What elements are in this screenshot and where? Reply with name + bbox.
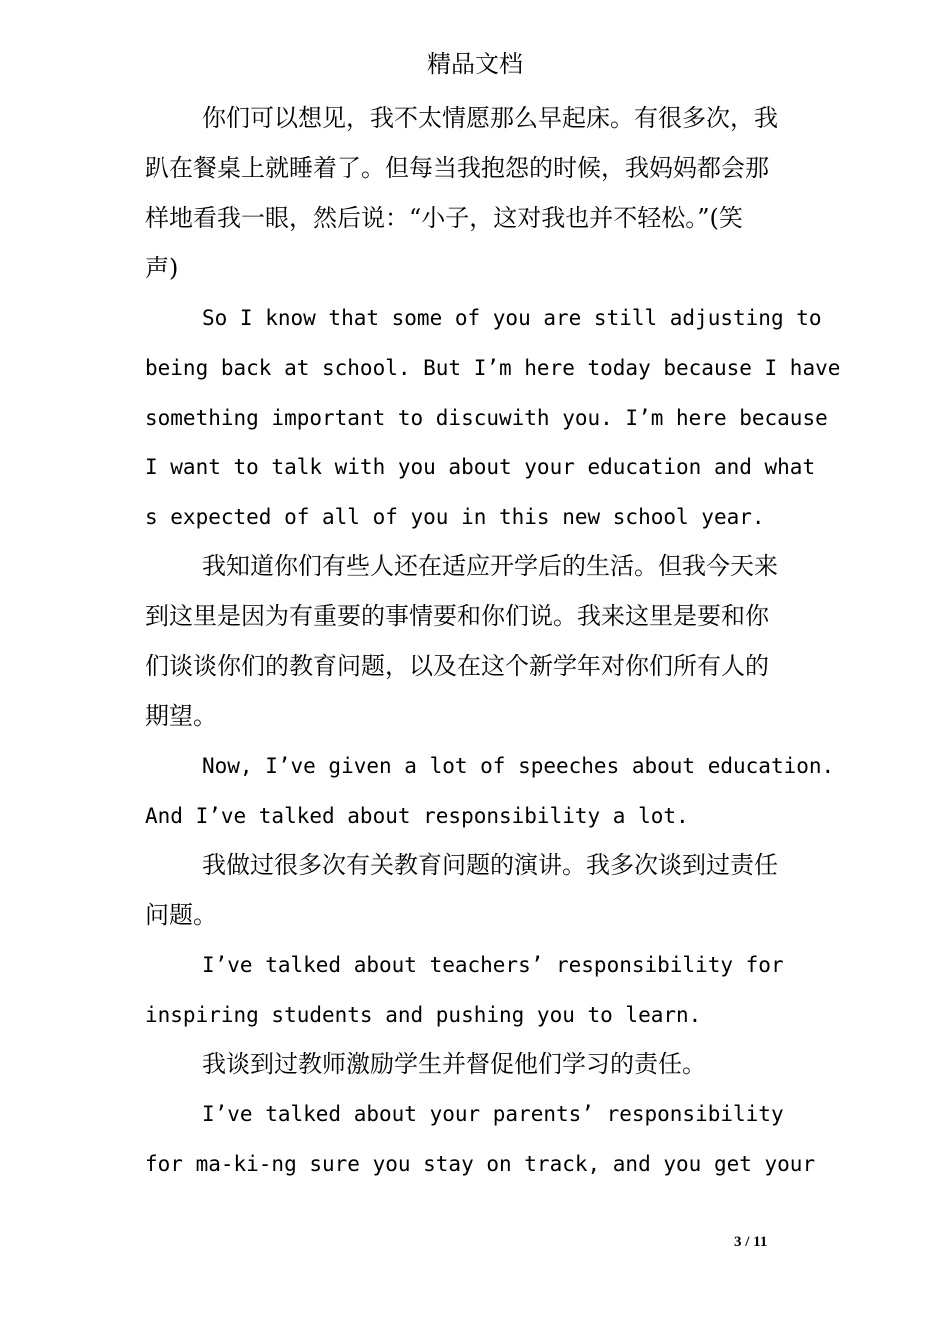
text-line: 我谈到过教师激励学生并督促他们学习的责任。 xyxy=(202,1050,706,1078)
text-line: something important to discuwith you. I’m here because xyxy=(145,406,828,430)
page-number: 3 / 11 xyxy=(734,1234,768,1250)
text-line: for ma-ki-ng sure you stay on track, and you get your xyxy=(145,1152,816,1176)
text-line: 声) xyxy=(145,254,179,282)
text-line: And I’ve talked about responsibility a lot. xyxy=(145,804,689,828)
text-line: 期望。 xyxy=(145,702,217,730)
text-line: 趴在餐桌上就睡着了。但每当我抱怨的时候，我妈妈都会那 xyxy=(145,154,769,182)
text-line: 们谈谈你们的教育问题，以及在这个新学年对你们所有人的 xyxy=(145,652,769,680)
text-line: 我做过很多次有关教育问题的演讲。我多次谈到过责任 xyxy=(202,851,778,879)
text-line: 样地看我一眼，然后说：“小子，这对我也并不轻松。”(笑 xyxy=(145,204,743,232)
page-header: 精品文档 xyxy=(427,50,523,78)
text-line: being back at school. But I’m here today because I have xyxy=(145,356,841,380)
text-line: I want to talk with you about your education and what xyxy=(145,455,816,479)
text-line: 你们可以想见，我不太情愿那么早起床。有很多次，我 xyxy=(202,104,778,132)
text-line: I’ve talked about your parents’ responsibility xyxy=(202,1102,784,1126)
text-line: Now, I’ve given a lot of speeches about education. xyxy=(202,754,835,778)
text-line: 问题。 xyxy=(145,901,217,929)
text-line: inspiring students and pushing you to learn. xyxy=(145,1003,702,1027)
text-line: 到这里是因为有重要的事情要和你们说。我来这里是要和你 xyxy=(145,602,769,630)
text-line: 我知道你们有些人还在适应开学后的生活。但我今天来 xyxy=(202,552,778,580)
text-line: I’ve talked about teachers’ responsibility for xyxy=(202,953,784,977)
text-line: s expected of all of you in this new school year. xyxy=(145,505,765,529)
text-line: So I know that some of you are still adjusting to xyxy=(202,306,822,330)
